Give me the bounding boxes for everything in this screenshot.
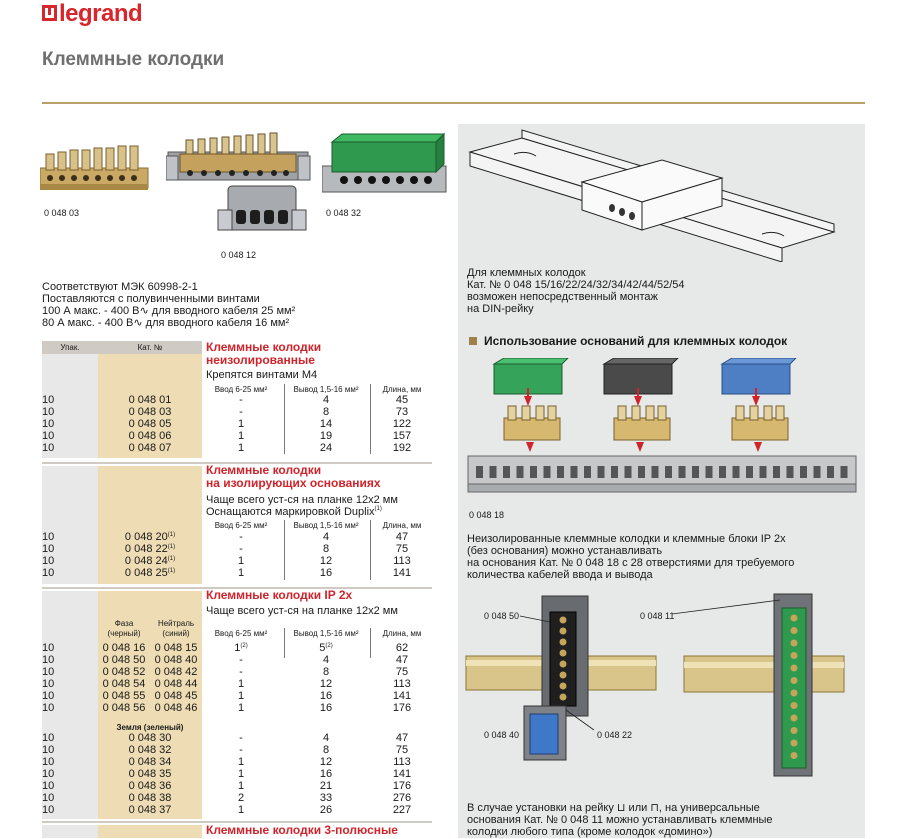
table-cell-v3: 122 [392, 418, 412, 430]
section2-col-separator [284, 520, 285, 580]
table-cell-v3: 47 [395, 732, 409, 744]
table-cell-v1: 1 [237, 804, 245, 816]
base-hole [692, 466, 699, 478]
universal-base-illustration [462, 590, 862, 800]
table-cell-pack: 10 [42, 654, 55, 666]
table-cell-v2: 19 [319, 430, 333, 442]
din-rail-mount-drawing [462, 128, 842, 262]
table-cell-v3: 75 [395, 666, 409, 678]
photo-label-3: 0 048 32 [326, 208, 362, 218]
table-cell-v3: 45 [395, 394, 409, 406]
table-cell-v3: 75 [395, 744, 409, 756]
section1-col-separator [370, 384, 371, 454]
screw [560, 617, 567, 624]
table-cell-v1: 2 [237, 792, 245, 804]
table-cell-cat: 0 048 01 [128, 394, 172, 406]
base-hole [625, 466, 632, 478]
screw [791, 740, 798, 747]
table-cell-cat: 0 048 07 [128, 442, 172, 454]
base-hole [800, 466, 807, 478]
table-cell-cat: 0 048 24$^{(1)}$ [124, 555, 176, 567]
table-cell-v1: 1 [237, 780, 245, 792]
table-cell-cat: 0 048 40 [154, 654, 198, 666]
intro-line-1: Соответствуют МЭК 60998-2-1 [42, 281, 198, 293]
screw [791, 690, 798, 697]
ground-label: Земля (зеленый) [116, 723, 184, 732]
base-hole [530, 466, 537, 478]
table-cell-cat: 0 048 36 [128, 780, 172, 792]
section2-col-separator [370, 520, 371, 580]
legrand-logo: legrand [59, 0, 143, 27]
section2-col2-head: Вывод 1,5-16 мм² [293, 521, 359, 530]
table-cell-v2: 33 [319, 792, 333, 804]
table-cell-pack: 10 [42, 642, 55, 654]
table-cell-v1: - [239, 531, 243, 543]
screw [560, 672, 567, 679]
screw [560, 628, 567, 635]
intro-line-3: 100 А макс. - 400 В∿ для вводного кабеля 25 мм² [42, 305, 296, 317]
screw [560, 661, 567, 668]
table-cell-cat: 0 048 55 [102, 690, 146, 702]
table-cell-v3: 192 [392, 442, 412, 454]
legrand-logo-mark [42, 5, 57, 21]
table-cell-v3: 73 [395, 406, 409, 418]
table-cell-v2: 16 [319, 768, 333, 780]
din-text-4: на DIN-рейку [467, 303, 534, 315]
intro-line-2: Поставляются с полувинченными винтами [42, 293, 260, 305]
base-hole [598, 466, 605, 478]
table-cell-v2: 8 [322, 543, 330, 555]
bottom-text-1: В случае установки на рейку ⊔ или ⊓, на универсальные [467, 802, 760, 814]
table-cell-cat: 0 048 06 [128, 430, 172, 442]
table-cell-pack: 10 [42, 531, 55, 543]
table-cell-pack: 10 [42, 756, 55, 768]
table-cell-v2: 5$^{(2)}$ [319, 642, 333, 654]
bottom-text-3: колодки любого типа (кроме колодок «домино») [467, 826, 713, 838]
table-cell-v1: 1 [237, 442, 245, 454]
base-hole [760, 466, 767, 478]
table-cell-cat: 0 048 32 [128, 744, 172, 756]
phase-head: Фаза [114, 619, 134, 628]
base-hole [517, 466, 524, 478]
table-cell-v1: 1 [237, 678, 245, 690]
header-catalog: Кат. № [98, 341, 202, 354]
table-cell-cat: 0 048 37 [128, 804, 172, 816]
phase-head-sub: (черный) [107, 629, 141, 638]
table-cell-v3: 176 [392, 702, 412, 714]
table-cell-cat: 0 048 54 [102, 678, 146, 690]
section1-col2-head: Вывод 1,5-16 мм² [293, 385, 359, 394]
section3-note: Чаще всего уст-ся на планке 12х2 мм [206, 605, 398, 617]
table-cell-v1: 1 [237, 418, 245, 430]
table-cell-v2: 16 [319, 690, 333, 702]
table-cell-v1: - [239, 732, 243, 744]
table-cell-v1: - [239, 666, 243, 678]
table-cell-cat: 0 048 30 [128, 732, 172, 744]
table-cell-v3: 141 [392, 768, 412, 780]
pack-column-bg [42, 825, 98, 838]
terminal-block-green-photo [322, 132, 448, 202]
screw [560, 694, 567, 701]
table-cell-pack: 10 [42, 418, 55, 430]
base-hole [571, 466, 578, 478]
table-cell-pack: 10 [42, 792, 55, 804]
base-hole [719, 466, 726, 478]
table-cell-v1: 1 [237, 702, 245, 714]
table-cell-v1: 1 [237, 555, 245, 567]
section1-col1-head: Ввод 6-25 мм² [214, 385, 268, 394]
table-cell-pack: 10 [42, 406, 55, 418]
table-cell-cat: 0 048 35 [128, 768, 172, 780]
bases-text-1: Неизолированные клеммные колодки и клеммные блоки IP 2x [467, 533, 786, 545]
table-cell-pack: 10 [42, 690, 55, 702]
table-cell-v1: - [239, 744, 243, 756]
section3-col3-head: Длина, мм [382, 629, 422, 638]
table-cell-cat: 0 048 16 [102, 642, 146, 654]
table-cell-v2: 16 [319, 567, 333, 579]
table-cell-v2: 4 [322, 732, 330, 744]
table-cell-pack: 10 [42, 732, 55, 744]
base-hole [584, 466, 591, 478]
bases-illustration [464, 358, 860, 506]
label-d: 0 048 22 [597, 730, 633, 740]
table-cell-v2: 4 [322, 531, 330, 543]
screw [791, 627, 798, 634]
screw [791, 665, 798, 672]
table-cell-v2: 12 [319, 678, 333, 690]
table-cell-v1: - [239, 543, 243, 555]
table-cell-v1: 1 [237, 690, 245, 702]
table-cell-v3: 113 [393, 555, 411, 567]
table-cell-cat: 0 048 46 [154, 702, 198, 714]
table-cell-v2: 12 [319, 555, 333, 567]
table-cell-pack: 10 [42, 768, 55, 780]
table-cell-pack: 10 [42, 394, 55, 406]
section3-col1-head: Ввод 6-25 мм² [214, 629, 268, 638]
bases-text-2: (без основания) можно устанавливать [467, 545, 663, 557]
label-a: 0 048 50 [484, 611, 520, 621]
table-cell-v1: - [239, 394, 243, 406]
table-cell-cat: 0 048 20$^{(1)}$ [124, 531, 176, 543]
table-cell-pack: 10 [42, 678, 55, 690]
section3-col-separator [284, 628, 285, 658]
table-cell-pack: 10 [42, 430, 55, 442]
table-cell-cat: 0 048 03 [128, 406, 172, 418]
din-text-1: Для клеммных колодок [467, 267, 586, 279]
table-cell-pack: 10 [42, 543, 55, 555]
base-hole [490, 466, 497, 478]
base-hole [476, 466, 483, 478]
base-hole [841, 466, 848, 478]
section2-col1-head: Ввод 6-25 мм² [214, 521, 268, 530]
section3-col-separator [370, 628, 371, 658]
section2-note-2: Оснащаются маркировкой Duplix$^{(1)}$ [206, 506, 382, 518]
table-cell-v2: 14 [319, 418, 333, 430]
table-cell-pack: 10 [42, 666, 55, 678]
table-cell-cat: 0 048 52 [102, 666, 146, 678]
section2-note-1: Чаще всего уст-ся на планке 12х2 мм [206, 494, 398, 506]
din-text-2: Кат. № 0 048 15/16/22/24/32/34/42/44/52/54 [467, 279, 685, 291]
table-cell-cat: 0 048 50 [102, 654, 146, 666]
table-cell-v1: 1 [237, 430, 245, 442]
base-hole [773, 466, 780, 478]
section3-title: Клеммные колодки IP 2x [206, 588, 353, 602]
section1-col3-head: Длина, мм [382, 385, 422, 394]
table-cell-v3: 113 [393, 756, 411, 768]
table-cell-cat: 0 048 44 [154, 678, 198, 690]
table-cell-v3: 141 [392, 690, 412, 702]
base-hole [665, 466, 672, 478]
catalog-column-bg [98, 825, 202, 838]
table-cell-cat: 0 048 38 [128, 792, 172, 804]
table-cell-v2: 8 [322, 666, 330, 678]
neutral-head: Нейтраль [157, 619, 195, 628]
section2-title-1: Клеммные колодки [206, 463, 322, 477]
terminal-block-bare-photo [40, 140, 152, 202]
section3-col2-head: Вывод 1,5-16 мм² [293, 629, 359, 638]
table-cell-v1: 1 [237, 756, 245, 768]
table-cell-v2: 8 [322, 744, 330, 756]
table-cell-v2: 12 [319, 756, 333, 768]
table-cell-v3: 75 [395, 543, 409, 555]
base-hole [746, 466, 753, 478]
table-cell-v2: 16 [319, 702, 333, 714]
screw [791, 640, 798, 647]
table-cell-cat: 0 048 15 [154, 642, 198, 654]
table-cell-cat: 0 048 22$^{(1)}$ [124, 543, 176, 555]
table-cell-v1: - [239, 654, 243, 666]
section1-title-2: неизолированные [206, 353, 315, 367]
base-hole [814, 466, 821, 478]
table-cell-v3: 227 [392, 804, 412, 816]
section1-col-separator [284, 384, 285, 454]
table-cell-cat: 0 048 45 [154, 690, 198, 702]
section2-col3-head: Длина, мм [382, 521, 422, 530]
table-cell-v3: 113 [393, 678, 411, 690]
table-cell-v3: 47 [395, 654, 409, 666]
screw [791, 652, 798, 659]
header-pack: Упак. [42, 341, 98, 354]
base-hole [733, 466, 740, 478]
neutral-head-sub: (синий) [162, 629, 190, 638]
table-cell-pack: 10 [42, 780, 55, 792]
table-cell-pack: 10 [42, 744, 55, 756]
section2-title-2: на изолирующих основаниях [206, 476, 381, 490]
table-cell-v2: 4 [322, 394, 330, 406]
section1-title-1: Клеммные колодки [206, 340, 322, 354]
section1-note: Крепятся винтами М4 [206, 369, 318, 381]
terminal-block-insulated-photo [166, 130, 312, 240]
intro-line-4: 80 А макс. - 400 В∿ для вводного кабеля 16 мм² [42, 317, 290, 329]
table-cell-v2: 8 [322, 406, 330, 418]
base-hole [679, 466, 686, 478]
table-cell-pack: 10 [42, 555, 55, 567]
table-cell-pack: 10 [42, 567, 55, 579]
screw [791, 752, 798, 759]
table-cell-cat: 0 048 56 [102, 702, 146, 714]
base-hole [827, 466, 834, 478]
table-cell-cat: 0 048 42 [154, 666, 198, 678]
screw [560, 650, 567, 657]
bottom-text-2: основания Кат. № 0 048 11 можно устанавливать клеммные [467, 814, 773, 826]
screw [791, 727, 798, 734]
base-hole [544, 466, 551, 478]
table-cell-v2: 21 [319, 780, 333, 792]
rail-label: 0 048 18 [469, 510, 505, 520]
table-cell-v1: 1 [237, 768, 245, 780]
screw [791, 702, 798, 709]
base-hole [503, 466, 510, 478]
bases-text-3: на основания Кат. № 0 048 18 с 28 отверстиями для требуемого [467, 557, 795, 569]
table-cell-v1: - [239, 406, 243, 418]
table-cell-v3: 276 [392, 792, 412, 804]
screw [560, 683, 567, 690]
page-title: Клеммные колодки [42, 49, 225, 70]
label-c: 0 048 40 [484, 730, 520, 740]
din-text-3: возможен непосредственный монтаж [467, 291, 658, 303]
screw [560, 639, 567, 646]
table-cell-v1: 1 [237, 567, 245, 579]
header-divider [42, 102, 865, 104]
base-hole [706, 466, 713, 478]
base-hole [557, 466, 564, 478]
table-cell-cat: 0 048 25$^{(1)}$ [124, 567, 176, 579]
table-cell-v2: 24 [319, 442, 333, 454]
screw [791, 715, 798, 722]
table-cell-v2: 4 [322, 654, 330, 666]
photo-label-1: 0 048 03 [44, 208, 80, 218]
bases-text-4: количества кабелей ввода и вывода [467, 569, 653, 581]
table-cell-v3: 157 [392, 430, 412, 442]
table-cell-v2: 26 [319, 804, 333, 816]
label-b: 0 048 11 [640, 611, 675, 621]
table-cell-v3: 141 [392, 567, 412, 579]
section-bullet-icon [469, 337, 477, 345]
table-cell-pack: 10 [42, 442, 55, 454]
photo-label-2: 0 048 12 [221, 250, 257, 260]
table-cell-pack: 10 [42, 804, 55, 816]
screw [791, 677, 798, 684]
base-hole [652, 466, 659, 478]
base-hole [611, 466, 618, 478]
table-cell-v3: 62 [395, 642, 409, 654]
table-cell-v3: 176 [392, 780, 412, 792]
bases-heading: Использование оснований для клеммных колодок [484, 334, 788, 348]
table-cell-cat: 0 048 05 [128, 418, 172, 430]
base-hole [638, 466, 645, 478]
section4-title: Клеммные колодки 3-полюсные [206, 823, 398, 837]
table-cell-v3: 47 [395, 531, 409, 543]
table-cell-cat: 0 048 34 [128, 756, 172, 768]
screw [791, 615, 798, 622]
table-cell-v1: 1$^{(2)}$ [234, 642, 248, 654]
base-hole [787, 466, 794, 478]
table-cell-pack: 10 [42, 702, 55, 714]
